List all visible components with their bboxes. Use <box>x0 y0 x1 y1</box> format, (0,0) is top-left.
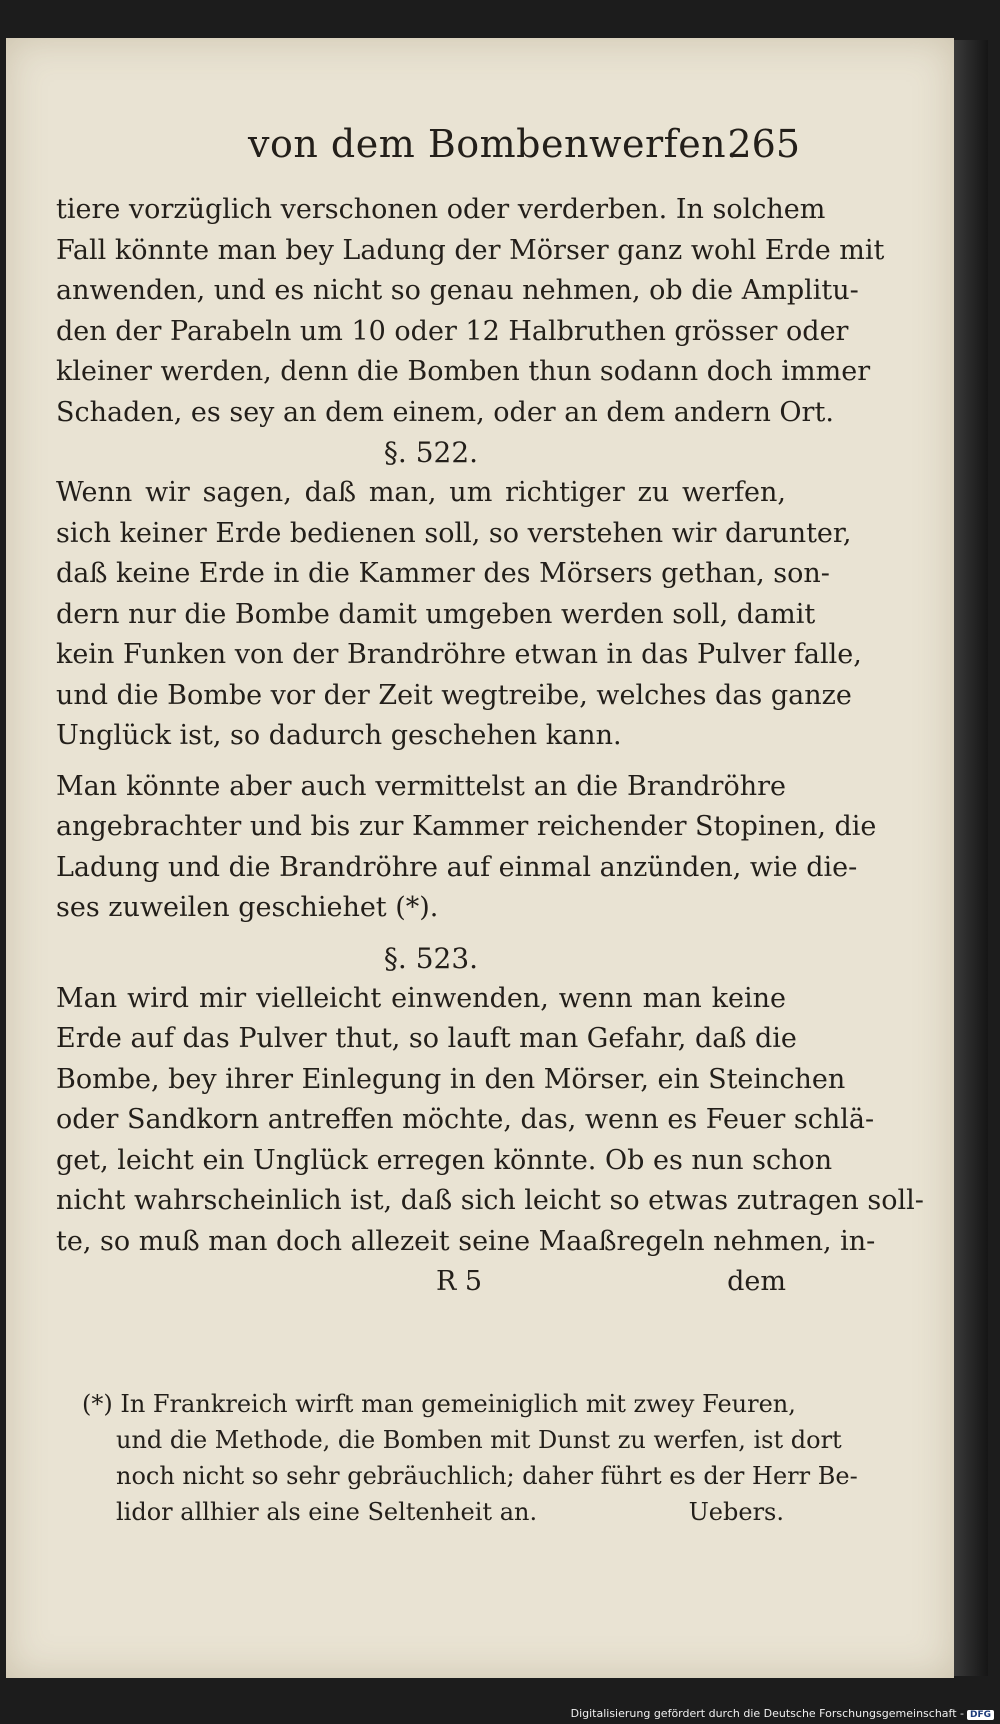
digitization-credit <box>571 1707 994 1720</box>
text-line: Unglück ist, so dadurch geschehen kann. <box>56 720 622 751</box>
dfg-logo: DFG <box>967 1710 994 1720</box>
text-line: Fall könnte man bey Ladung der Mörser ganz wohl Erde mit <box>56 234 885 266</box>
text-line: Erde auf das Pulver thut, so lauft man Gefahr, daß die <box>56 1023 797 1054</box>
footnote-line-text: lidor allhier als eine Seltenheit an. <box>116 1498 538 1526</box>
footnote-line-last <box>82 1494 784 1530</box>
signature-line <box>56 1262 786 1303</box>
text-line: den der Parabeln um 10 oder 12 Halbruthen grösser oder <box>56 315 849 347</box>
text-line: Man könnte aber auch vermittelst an die Brandröhre <box>56 770 786 802</box>
page-number: 265 <box>727 122 800 166</box>
page-edge-shadow <box>954 40 988 1676</box>
catchword: dem <box>727 1266 786 1297</box>
text-line: tiere vorzüglich verschonen oder verderben. In solchem <box>56 194 826 225</box>
footnote-line: (*) In Frankreich wirft man gemeiniglich mit zwey Feuren, <box>82 1390 796 1418</box>
header-title: von dem Bombenwerfen. <box>248 122 739 166</box>
footnote-line: und die Methode, die Bomben mit Dunst zu werfen, ist dort <box>116 1426 842 1454</box>
section-heading-522: §. 522. <box>383 436 479 469</box>
paragraph-4 <box>56 979 924 1263</box>
text-line: get, leicht ein Unglück erregen könnte. Ob es nun schon <box>56 1144 833 1176</box>
text-line: anwenden, und es nicht so genau nehmen, ob die Amplitu- <box>56 275 859 306</box>
translator-signoff: Uebers. <box>688 1498 784 1526</box>
text-line: Bombe, bey ihrer Einlegung in den Mörser, ein Steinchen <box>56 1063 846 1095</box>
text-line: und die Bombe vor der Zeit wegtreibe, welches das ganze <box>56 679 852 711</box>
text-line: nicht wahrscheinlich ist, daß sich leicht so etwas zutragen soll- <box>56 1185 924 1216</box>
paragraph-2 <box>56 473 862 757</box>
text-line: Schaden, es sey an dem einem, oder an dem andern Ort. <box>56 396 834 428</box>
running-header <box>140 112 800 172</box>
text-line: kleiner werden, denn die Bomben thun sodann doch immer <box>56 356 871 387</box>
text-line: sich keiner Erde bedienen soll, so verstehen wir darunter, <box>56 517 852 549</box>
paragraph-3 <box>56 767 877 929</box>
paragraph-1 <box>56 190 885 433</box>
footnote-line: noch nicht so sehr gebräuchlich; daher führt es der Herr Be- <box>116 1462 858 1490</box>
section-heading-523: §. 523. <box>383 941 479 975</box>
text-line: angebrachter und bis zur Kammer reichender Stopinen, die <box>56 811 877 842</box>
text-line: Man wird mir vielleicht einwenden, wenn man keine <box>56 982 786 1014</box>
text-line: daß keine Erde in die Kammer des Mörsers gethan, son- <box>56 558 830 589</box>
text-line: oder Sandkorn antreffen möchte, das, wenn es Feuer schlä- <box>56 1104 875 1135</box>
text-line: Ladung und die Brandröhre auf einmal anzünden, wie die- <box>56 851 858 883</box>
text-line: Wenn wir sagen, daß man, um richtiger zu werfen, <box>56 477 786 508</box>
body-text <box>56 190 924 1303</box>
credit-text: Digitalisierung gefördert durch die Deutsche Forschungsgemeinschaft - <box>570 1707 964 1720</box>
text-line: dern nur die Bombe damit umgeben werden soll, damit <box>56 598 816 630</box>
signature-mark: R 5 <box>436 1266 483 1297</box>
footnote <box>82 1386 858 1530</box>
text-line: ses zuweilen geschiehet (*). <box>56 892 439 923</box>
text-line: te, so muß man doch allezeit seine Maaßregeln nehmen, in- <box>56 1225 876 1257</box>
text-line: kein Funken von der Brandröhre etwan in das Pulver falle, <box>56 639 862 670</box>
